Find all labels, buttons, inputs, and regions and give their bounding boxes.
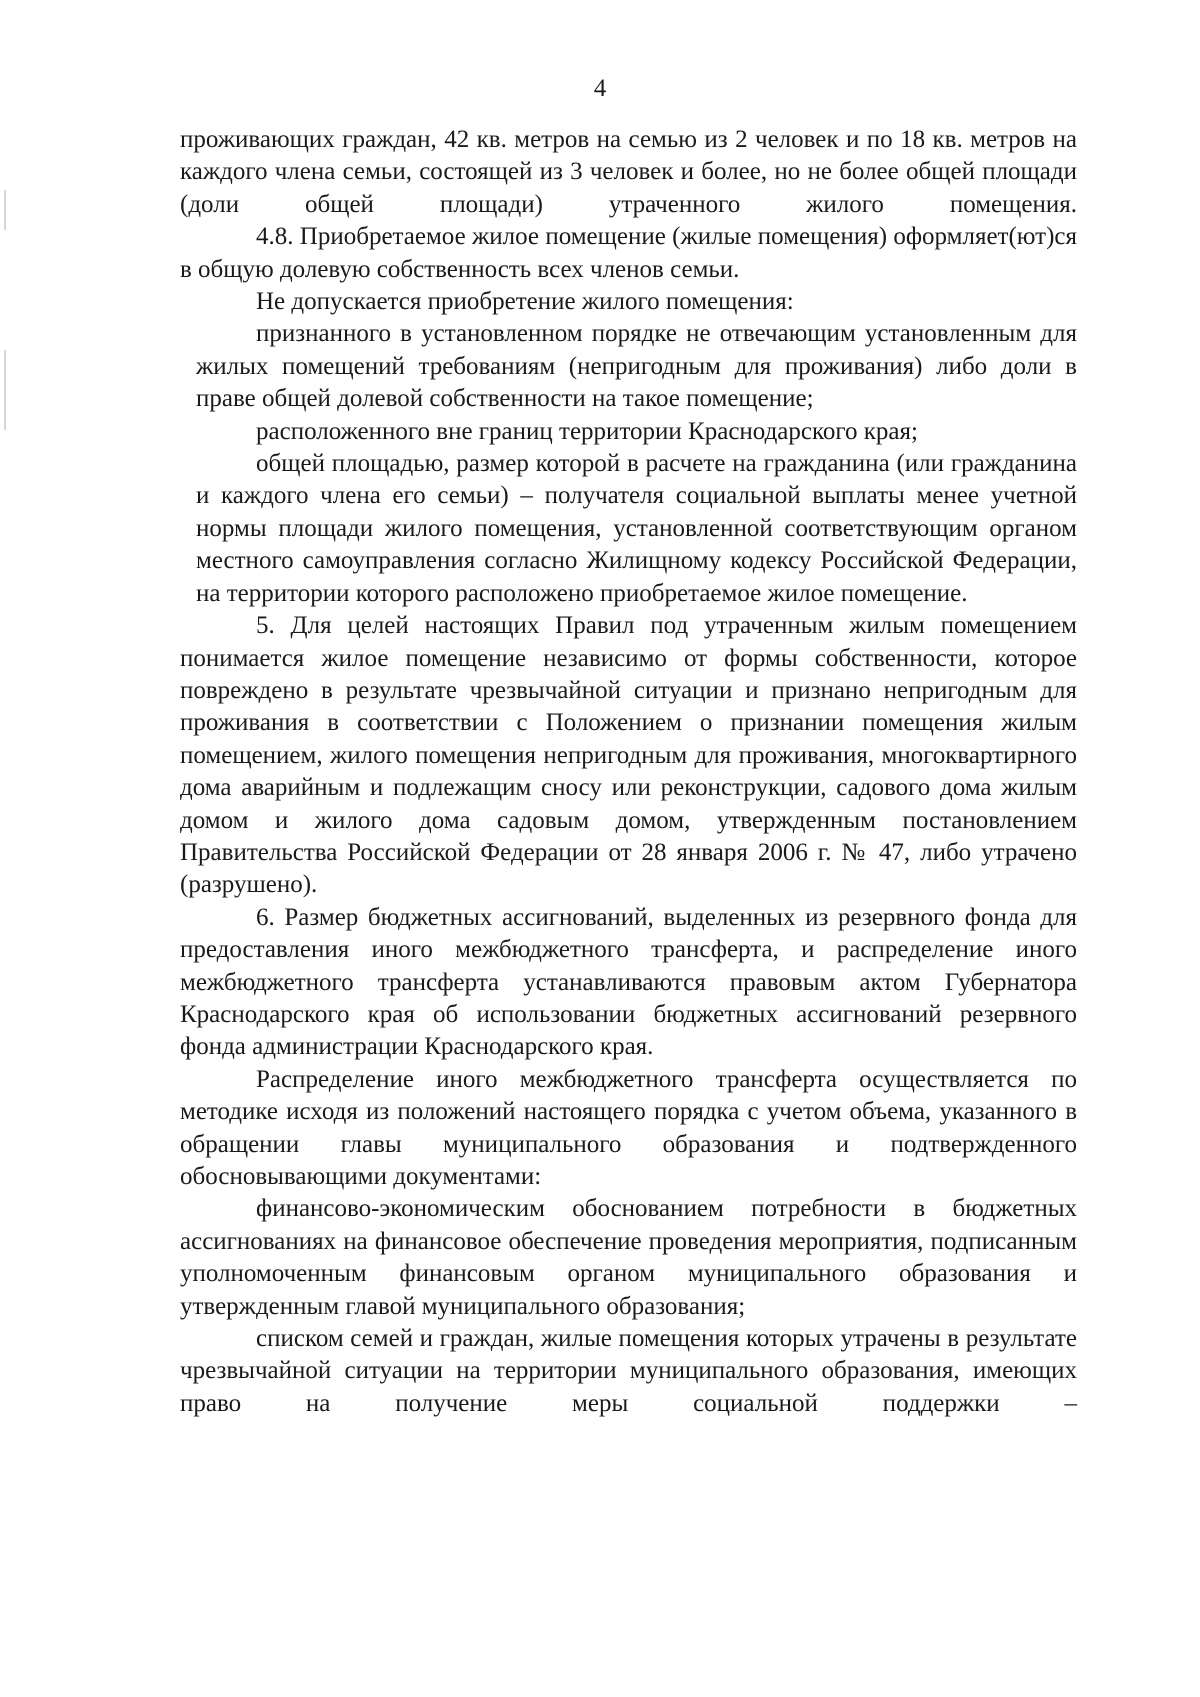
paragraph: расположенного вне границ территории Краснодарского края; <box>256 417 918 445</box>
paragraph: 5. Для целей настоящих Правил под утраченным жилым помещением понимается жилое помещение независимо от формы собственности, которое повреждено в результате чрезвычайной ситуации и признано непригодным для проживания в соответствии с Положением о признании помещения жилым помещением, жилого помещения непригодным для проживания, многоквартирного дома аварийным и подлежащим сносу или реконструкции, садового дома жилым домом и жилого дома садовым домом, утвержденным постановлением Правительства Российской Федерации от 28 января 2006 г. № 47, либо утрачено (разрушено). <box>180 612 1077 899</box>
scan-edge-mark <box>4 350 6 430</box>
paragraph: признанного в установленном порядке не отвечающим установленным для жилых помещений требованиям (непригодным для проживания) либо доли в праве общей долевой собственности на такое помещение; <box>196 320 1077 413</box>
paragraph: Распределение иного межбюджетного трансферта осуществляется по методике исходя из положений настоящего порядка с учетом объема, указанного в обращении главы муниципального образования и подтвержденного обосновывающими документами: <box>180 1065 1077 1190</box>
paragraph: общей площадью, размер которой в расчете на гражданина (или гражданина и каждого члена его семьи) – получателя социальной выплаты менее учетной нормы площади жилого помещения, установленной соответствующим органом местного самоуправления согласно Жилищному кодексу Российской Федерации, на территории которого расположено приобретаемое жилое помещение. <box>196 450 1077 607</box>
paragraph: списком семей и граждан, жилые помещения которых утрачены в результате чрезвычайной ситуации на территории муниципального образования, имеющих право на получение меры социальной поддержки – <box>180 1325 1077 1417</box>
paragraph: финансово-экономическим обоснованием потребности в бюджетных ассигнованиях на финансовое обеспечение проведения мероприятия, подписанным уполномоченным финансовым органом муниципального образования и утвержденным главой муниципального образования; <box>180 1195 1077 1320</box>
scan-edge-mark <box>4 190 6 230</box>
page-number: 4 <box>593 75 607 102</box>
paragraph: проживающих граждан, 42 кв. метров на семью из 2 человек и по 18 кв. метров на каждого члена семьи, состоящей из 3 человек и более, но не более общей площади (доли общей площади) утраченного жилого помещения. <box>180 126 1077 218</box>
document-body <box>180 124 1077 1420</box>
paragraph: Не допускается приобретение жилого помещения: <box>256 288 794 316</box>
paragraph: 4.8. Приобретаемое жилое помещение (жилые помещения) оформляет(ют)ся в общую долевую собственность всех членов семьи. <box>180 223 1077 283</box>
paragraph: 6. Размер бюджетных ассигнований, выделенных из резервного фонда для предоставления иного межбюджетного трансферта, и распределение иного межбюджетного трансферта устанавливаются правовым актом Губернатора Краснодарского края об использовании бюджетных ассигнований резервного фонда администрации Краснодарского края. <box>180 903 1077 1061</box>
